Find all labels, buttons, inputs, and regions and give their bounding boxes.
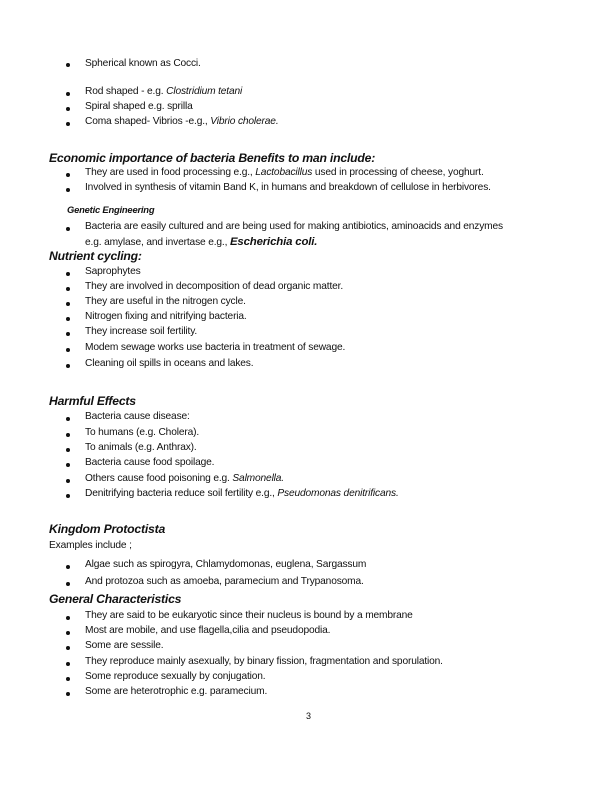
list-item: Nitrogen fixing and nitrifying bacteria. — [85, 311, 247, 322]
list-item: Some are sessile. — [85, 640, 164, 651]
list-item: To humans (e.g. Cholera). — [85, 427, 200, 438]
list-item: Most are mobile, and use flagella,cilia and pseudopodia. — [85, 625, 331, 636]
species-name: Lactobacillus — [255, 167, 313, 178]
list-item: Some are heterotrophic e.g. paramecium. — [85, 686, 268, 697]
list-item: Involved in synthesis of vitamin Band K, in humans and breakdown of cellulose in herbivores. — [85, 182, 491, 193]
bullet-icon — [66, 433, 70, 437]
bullet-icon — [66, 107, 70, 111]
bullet-icon — [66, 332, 70, 336]
list-item: To animals (e.g. Anthrax). — [85, 442, 197, 453]
bullet-icon — [66, 364, 70, 368]
list-item: Spherical known as Cocci. — [85, 58, 201, 69]
bullet-icon — [66, 348, 70, 352]
list-item: They are involved in decomposition of dead organic matter. — [85, 281, 344, 292]
list-item: Bacteria cause disease: — [85, 411, 190, 422]
species-name: Pseudomonas denitrificans. — [277, 488, 399, 499]
list-item: They increase soil fertility. — [85, 326, 198, 337]
bullet-icon — [66, 92, 70, 96]
list-item: They are said to be eukaryotic since their nucleus is bound by a membrane — [85, 610, 413, 621]
list-item: Modem sewage works use bacteria in treatment of sewage. — [85, 342, 346, 353]
bullet-icon — [66, 448, 70, 452]
bullet-icon — [66, 565, 70, 569]
list-item: Denitrifying bacteria reduce soil fertility e.g., Pseudomonas denitrificans. — [85, 488, 399, 499]
bullet-icon — [66, 463, 70, 467]
bullet-icon — [66, 616, 70, 620]
bullet-icon — [66, 272, 70, 276]
bullet-icon — [66, 479, 70, 483]
bullet-icon — [66, 677, 70, 681]
intro-text: Examples include ; — [49, 540, 132, 551]
bullet-icon — [66, 227, 70, 231]
list-item: And protozoa such as amoeba, paramecium and Trypanosoma. — [85, 576, 364, 587]
bullet-icon — [66, 122, 70, 126]
bullet-icon — [66, 173, 70, 177]
list-item: Saprophytes — [85, 266, 141, 277]
section-heading-general-characteristics: General Characteristics — [49, 592, 182, 606]
section-heading-kingdom-protoctista: Kingdom Protoctista — [49, 522, 166, 536]
list-item: Coma shaped- Vibrios -e.g., Vibrio cholerae. — [85, 116, 279, 127]
list-item: Cleaning oil spills in oceans and lakes. — [85, 358, 254, 369]
bullet-icon — [66, 692, 70, 696]
list-item: Spiral shaped e.g. sprilla — [85, 101, 193, 112]
section-heading-harmful-effects: Harmful Effects — [49, 394, 136, 408]
bullet-icon — [66, 631, 70, 635]
bullet-icon — [66, 287, 70, 291]
page-number: 3 — [306, 711, 312, 721]
list-item: Others cause food poisoning e.g. Salmonella. — [85, 473, 284, 484]
species-name: Salmonella. — [232, 473, 284, 484]
bullet-icon — [66, 302, 70, 306]
bullet-icon — [66, 582, 70, 586]
list-item: Bacteria are easily cultured and are being used for making antibiotics, aminoacids and enzymes — [85, 221, 503, 232]
section-heading-economic: Economic importance of bacteria Benefits to man include: — [49, 151, 376, 165]
list-item: They reproduce mainly asexually, by binary fission, fragmentation and sporulation. — [85, 656, 443, 667]
list-item: Bacteria cause food spoilage. — [85, 457, 215, 468]
bullet-icon — [66, 63, 70, 67]
species-name: Escherichia coli. — [229, 236, 318, 248]
species-name: Vibrio cholerae. — [210, 116, 279, 127]
list-item: Rod shaped - e.g. Clostridium tetani — [85, 86, 243, 97]
bullet-icon — [66, 646, 70, 650]
bullet-icon — [66, 317, 70, 321]
list-item: They are useful in the nitrogen cycle. — [85, 296, 246, 307]
bullet-icon — [66, 417, 70, 421]
bullet-icon — [66, 188, 70, 192]
bullet-icon — [66, 494, 70, 498]
species-name: Clostridium tetani — [166, 86, 243, 97]
list-item: Some reproduce sexually by conjugation. — [85, 671, 266, 682]
list-item-continuation: e.g. amylase, and invertase e.g., Escherichia coli. — [85, 236, 318, 248]
bullet-icon — [66, 662, 70, 666]
list-item: They are used in food processing e.g., Lactobacillus used in processing of cheese, yoghurt. — [85, 167, 484, 178]
list-item: Algae such as spirogyra, Chlamydomonas, euglena, Sargassum — [85, 559, 367, 570]
section-heading-nutrient-cycling: Nutrient cycling: — [49, 249, 142, 263]
subheading-genetic-engineering: Genetic Engineering — [67, 204, 155, 215]
